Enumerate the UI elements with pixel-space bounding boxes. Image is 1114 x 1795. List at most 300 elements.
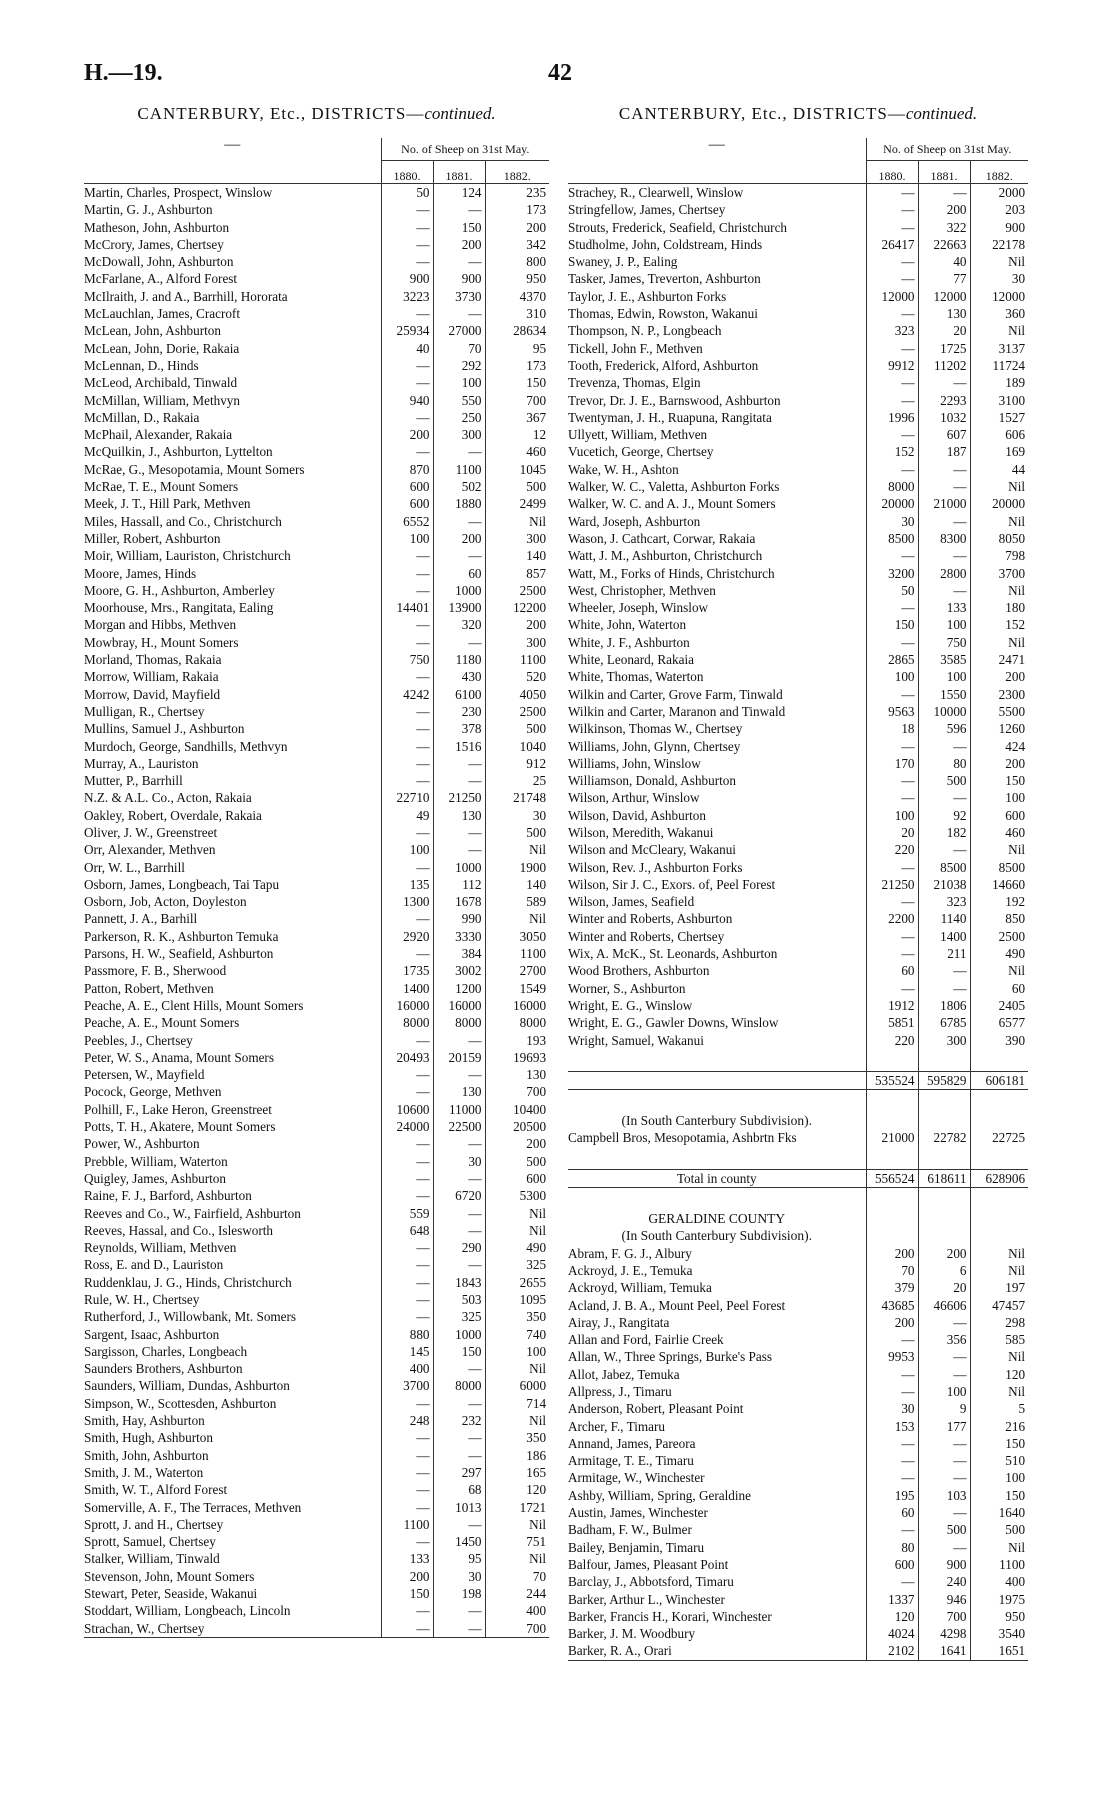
sheep-count: 120 — [970, 1366, 1028, 1383]
sheep-count: 360 — [970, 305, 1028, 322]
sheep-count: 195 — [866, 1487, 918, 1504]
sheep-count: 740 — [485, 1326, 549, 1343]
holder-name: Vucetich, George, Chertsey — [568, 444, 714, 460]
sheep-count: 16000 — [381, 997, 433, 1014]
sheep-count: 135 — [381, 876, 433, 893]
holder-name: Badham, F. W., Bulmer — [568, 1522, 692, 1538]
holder-name: Wright, E. G., Gawler Downs, Winslow — [568, 1015, 779, 1031]
sheep-count: 297 — [433, 1464, 485, 1481]
holder-name: Raine, F. J., Barford, Ashburton — [84, 1188, 252, 1204]
sheep-count: 9912 — [866, 357, 918, 374]
sheep-count: 2500 — [485, 582, 549, 599]
sheep-count: 173 — [485, 357, 549, 374]
sheep-count: — — [866, 340, 918, 357]
holder-name: Sprott, Samuel, Chertsey — [84, 1534, 216, 1550]
holder-name: Osborn, James, Longbeach, Tai Tapu — [84, 876, 280, 892]
sheep-count: — — [381, 357, 433, 374]
sheep-count: — — [866, 599, 918, 616]
table-row — [84, 686, 549, 703]
sheep-count: — — [381, 1239, 433, 1256]
holder-name: Smith, Hugh, Ashburton — [84, 1430, 213, 1446]
table-row — [84, 530, 549, 547]
holder-name: Trevenza, Thomas, Elgin — [568, 375, 701, 391]
sheep-count: 1527 — [970, 409, 1028, 426]
sheep-count: — — [381, 703, 433, 720]
table-row — [568, 980, 1028, 997]
sheep-count: 2920 — [381, 928, 433, 945]
holder-name: McCrory, James, Chertsey — [84, 236, 224, 252]
sheep-count: 10600 — [381, 1101, 433, 1118]
spacer-row — [568, 1188, 1028, 1211]
sheep-count: — — [381, 582, 433, 599]
sheep-count: 900 — [433, 270, 485, 287]
sheep-count: — — [381, 1620, 433, 1638]
table-row — [568, 1245, 1028, 1262]
sheep-count: — — [918, 738, 970, 755]
sheep-count: 607 — [918, 426, 970, 443]
table-row — [568, 1556, 1028, 1573]
sheep-count: 1000 — [433, 582, 485, 599]
sheep-count: 2200 — [866, 910, 918, 927]
table-row — [568, 1279, 1028, 1296]
sheep-count: 28634 — [485, 322, 549, 339]
holder-name: McQuilkin, J., Ashburton, Lyttelton — [84, 444, 273, 460]
sheep-count: 49 — [381, 807, 433, 824]
sheep-count: — — [433, 1516, 485, 1533]
sheep-count: 20 — [918, 1279, 970, 1296]
holder-name: Miller, Robert, Ashburton — [84, 530, 221, 546]
holder-name: Pocock, George, Methven — [84, 1084, 222, 1100]
sheep-count: 310 — [485, 305, 549, 322]
sheep-count: 12000 — [866, 288, 918, 305]
table-row — [84, 582, 549, 599]
holder-name: Allan, W., Three Springs, Burke's Pass — [568, 1349, 772, 1365]
sheep-count: 8050 — [970, 530, 1028, 547]
sheep-count: 8000 — [433, 1014, 485, 1031]
sheep-count: 30 — [970, 270, 1028, 287]
sheep-count: — — [866, 547, 918, 564]
sheep-count: 12 — [485, 426, 549, 443]
table-row — [568, 513, 1028, 530]
holder-name: Barker, R. A., Orari — [568, 1643, 672, 1659]
sheep-count: 1200 — [433, 980, 485, 997]
sheep-count: 200 — [866, 1245, 918, 1262]
sheep-count: 390 — [970, 1032, 1028, 1049]
table-row — [568, 565, 1028, 582]
holder-name: Mutter, P., Barrhill — [84, 773, 183, 789]
sheep-count: — — [381, 1032, 433, 1049]
sheep-count: 384 — [433, 945, 485, 962]
sheep-count: 27000 — [433, 322, 485, 339]
sheep-count: 1549 — [485, 980, 549, 997]
sheep-count: — — [918, 841, 970, 858]
left-year-1880: 1880. — [381, 161, 433, 184]
geraldine-subdivision — [568, 1227, 1028, 1244]
sheep-count: 140 — [485, 547, 549, 564]
sheep-count: 220 — [866, 841, 918, 858]
county-total-row — [568, 1169, 1028, 1187]
sheep-count: 60 — [866, 962, 918, 979]
subtotal-row — [568, 1071, 1028, 1089]
sheep-count: — — [381, 1308, 433, 1325]
holder-name: Reynolds, William, Methven — [84, 1240, 237, 1256]
sheep-count: 500 — [970, 1521, 1028, 1538]
table-row — [568, 461, 1028, 478]
holder-name: Williams, John, Glynn, Chertsey — [568, 738, 741, 754]
sheep-count: 100 — [433, 374, 485, 391]
table-row — [568, 305, 1028, 322]
sheep-count: — — [918, 1366, 970, 1383]
sheep-count: — — [918, 1539, 970, 1556]
table-row — [84, 1118, 549, 1135]
sheep-count: — — [381, 738, 433, 755]
sheep-count: 500 — [485, 478, 549, 495]
sheep-count: 750 — [381, 651, 433, 668]
holder-name: McLean, John, Dorie, Rakaia — [84, 340, 240, 356]
right-col-group-header: No. of Sheep on 31st May. — [866, 138, 1028, 161]
table-row — [568, 1608, 1028, 1625]
holder-name: Patton, Robert, Methven — [84, 980, 214, 996]
sheep-count: 150 — [970, 772, 1028, 789]
sheep-count: 556524 — [866, 1169, 918, 1187]
table-row — [84, 599, 549, 616]
table-row — [84, 807, 549, 824]
sheep-count: 700 — [918, 1608, 970, 1625]
sheep-count: 40 — [918, 253, 970, 270]
table-row — [568, 547, 1028, 564]
sheep-count: 8000 — [433, 1377, 485, 1394]
sheep-count: 30 — [433, 1153, 485, 1170]
sheep-count: 2499 — [485, 495, 549, 512]
table-row — [84, 495, 549, 512]
sheep-count: 70 — [485, 1568, 549, 1585]
sheep-count: 460 — [485, 443, 549, 460]
holder-name: Reeves, Hassal, and Co., Islesworth — [84, 1222, 273, 1238]
sheep-count: 70 — [866, 1262, 918, 1279]
table-row — [84, 1429, 549, 1446]
holder-name: Martin, Charles, Prospect, Winslow — [84, 185, 273, 200]
sheep-count: 68 — [433, 1481, 485, 1498]
holder-name: McDowall, John, Ashburton — [84, 254, 234, 270]
table-row — [84, 841, 549, 858]
sheep-count: 1400 — [918, 928, 970, 945]
holder-name: Orr, W. L., Barrhill — [84, 859, 185, 875]
sheep-count: 2300 — [970, 686, 1028, 703]
sheep-count: Nil — [970, 1539, 1028, 1556]
table-row — [568, 789, 1028, 806]
table-row — [568, 1487, 1028, 1504]
sheep-count: 187 — [918, 443, 970, 460]
sheep-count: 14401 — [381, 599, 433, 616]
sheep-count: 798 — [970, 547, 1028, 564]
sheep-count: 500 — [918, 1521, 970, 1538]
table-row — [84, 1499, 549, 1516]
holder-name: Wason, J. Cathcart, Corwar, Rakaia — [568, 530, 756, 546]
spacer-row — [568, 1049, 1028, 1072]
sheep-count: 232 — [433, 1412, 485, 1429]
sheep-count: 13900 — [433, 599, 485, 616]
sheep-count: 1678 — [433, 893, 485, 910]
sheep-count: 900 — [918, 1556, 970, 1573]
sheep-count: 800 — [485, 253, 549, 270]
geraldine-county-heading — [568, 1210, 1028, 1227]
sheep-count: 120 — [485, 1481, 549, 1498]
sheep-count: 4024 — [866, 1625, 918, 1642]
sheep-count: — — [433, 1360, 485, 1377]
table-row — [84, 1291, 549, 1308]
sheep-count: 1975 — [970, 1591, 1028, 1608]
sheep-count: 1806 — [918, 997, 970, 1014]
sheep-count: 990 — [433, 910, 485, 927]
holder-name: Wilson, Meredith, Wakanui — [568, 824, 714, 840]
south-canterbury-subdivision-text: (In South Canterbury Subdivision). — [621, 1113, 812, 1129]
sheep-count: — — [381, 1083, 433, 1100]
holder-name: Mowbray, H., Mount Somers — [84, 634, 239, 650]
sheep-count: — — [866, 738, 918, 755]
sheep-count: 30 — [866, 1400, 918, 1417]
table-row — [568, 374, 1028, 391]
sheep-count: 550 — [433, 392, 485, 409]
sheep-count: 2471 — [970, 651, 1028, 668]
holder-name: Osborn, Job, Acton, Doyleston — [84, 894, 247, 910]
sheep-count: 700 — [485, 1083, 549, 1100]
sheep-count: 503 — [433, 1291, 485, 1308]
table-row — [84, 1464, 549, 1481]
sheep-count: 3050 — [485, 928, 549, 945]
sheep-count: — — [866, 1331, 918, 1348]
holder-name: Wilson and McCleary, Wakanui — [568, 842, 736, 858]
sheep-count: 1040 — [485, 738, 549, 755]
sheep-count: 300 — [433, 426, 485, 443]
sheep-count: 182 — [918, 824, 970, 841]
sheep-count: — — [866, 686, 918, 703]
sheep-count: 20500 — [485, 1118, 549, 1135]
sheep-count: 248 — [381, 1412, 433, 1429]
holder-name: Barker, Francis H., Korari, Winchester — [568, 1608, 772, 1624]
sheep-count: 193 — [485, 1032, 549, 1049]
sheep-count: 145 — [381, 1343, 433, 1360]
sheep-count: 600 — [866, 1556, 918, 1573]
left-panel — [84, 104, 549, 1638]
sheep-count: 1100 — [433, 461, 485, 478]
sheep-count: 6 — [918, 1262, 970, 1279]
sheep-count: 1000 — [433, 1326, 485, 1343]
sheep-count: 80 — [918, 755, 970, 772]
table-row — [568, 443, 1028, 460]
holder-name: Watt, M., Forks of Hinds, Christchurch — [568, 565, 775, 581]
holder-name: Morrow, David, Mayfield — [84, 686, 221, 702]
holder-name: Polhill, F., Lake Heron, Greenstreet — [84, 1101, 272, 1117]
table-row — [568, 1129, 1028, 1146]
sheep-count: Nil — [485, 1550, 549, 1567]
holder-name: Bailey, Benjamin, Timaru — [568, 1539, 705, 1555]
sheep-count: 5851 — [866, 1014, 918, 1031]
sheep-count: 325 — [433, 1308, 485, 1325]
sheep-count: — — [381, 219, 433, 236]
holder-name: Wright, E. G., Winslow — [568, 997, 693, 1013]
sheep-count: 152 — [970, 616, 1028, 633]
sheep-count: 1100 — [381, 1516, 433, 1533]
table-row — [568, 530, 1028, 547]
sheep-count: 100 — [381, 841, 433, 858]
sheep-count: 235 — [485, 184, 549, 202]
sheep-count: 20159 — [433, 1049, 485, 1066]
sheep-count: 1912 — [866, 997, 918, 1014]
sheep-count: — — [381, 1429, 433, 1446]
sheep-count: — — [433, 824, 485, 841]
sheep-count: 173 — [485, 201, 549, 218]
sheep-count: — — [866, 893, 918, 910]
holder-name: Barker, Arthur L., Winchester — [568, 1591, 725, 1607]
sheep-count: — — [433, 1222, 485, 1239]
sheep-count: 1013 — [433, 1499, 485, 1516]
table-row — [568, 1418, 1028, 1435]
sheep-count: 502 — [433, 478, 485, 495]
sheep-count: 165 — [485, 1464, 549, 1481]
table-row — [84, 461, 549, 478]
sheep-count: 21000 — [918, 495, 970, 512]
table-row — [568, 236, 1028, 253]
table-row — [84, 1412, 549, 1429]
table-row — [84, 409, 549, 426]
sheep-count: 600 — [381, 495, 433, 512]
holder-name: Stevenson, John, Mount Somers — [84, 1568, 255, 1584]
sheep-count: 5500 — [970, 703, 1028, 720]
sheep-count: 216 — [970, 1418, 1028, 1435]
sheep-count: — — [866, 184, 918, 202]
holder-name: McLean, John, Ashburton — [84, 323, 221, 339]
holder-name: Rutherford, J., Willowbank, Mt. Somers — [84, 1309, 297, 1325]
sheep-count: 95 — [433, 1550, 485, 1567]
holder-name: Simpson, W., Scottesden, Ashburton — [84, 1395, 277, 1411]
sheep-count: — — [866, 201, 918, 218]
sheep-count: 150 — [866, 616, 918, 633]
table-row — [84, 1153, 549, 1170]
sheep-count: 3100 — [970, 392, 1028, 409]
sheep-count: — — [433, 1620, 485, 1638]
sheep-count: 6000 — [485, 1377, 549, 1394]
sheep-count: 180 — [970, 599, 1028, 616]
sheep-count: 3540 — [970, 1625, 1028, 1642]
sheep-count: 900 — [970, 219, 1028, 236]
table-row — [84, 1101, 549, 1118]
holder-name: Petersen, W., Mayfield — [84, 1067, 205, 1083]
sheep-count: 22500 — [433, 1118, 485, 1135]
sheep-count: 4370 — [485, 288, 549, 305]
holder-name: Armitage, T. E., Timaru — [568, 1453, 694, 1469]
sheep-count: 600 — [381, 478, 433, 495]
table-row — [568, 859, 1028, 876]
sheep-count: 22178 — [970, 236, 1028, 253]
county-total-row-label: Total in county — [568, 1169, 866, 1187]
table-row — [84, 288, 549, 305]
sheep-count: Nil — [970, 1262, 1028, 1279]
sheep-count: 8000 — [381, 1014, 433, 1031]
sheep-count: 100 — [866, 807, 918, 824]
table-row — [84, 720, 549, 737]
sheep-count: 200 — [433, 236, 485, 253]
holder-name: Ashby, William, Spring, Geraldine — [568, 1487, 751, 1503]
table-row — [84, 668, 549, 685]
holder-name: Williamson, Donald, Ashburton — [568, 773, 736, 789]
sheep-count: 600 — [970, 807, 1028, 824]
holder-name: Stoddart, William, Longbeach, Lincoln — [84, 1603, 291, 1619]
table-row — [84, 270, 549, 287]
sheep-count: 150 — [970, 1435, 1028, 1452]
sheep-count: 628906 — [970, 1169, 1028, 1187]
holder-name: McIlraith, J. and A., Barrhill, Hororata — [84, 288, 288, 304]
sheep-count: 3330 — [433, 928, 485, 945]
sheep-count: 589 — [485, 893, 549, 910]
sheep-count: 21038 — [918, 876, 970, 893]
holder-name: Saunders Brothers, Ashburton — [84, 1361, 243, 1377]
holder-name: White, Leonard, Rakaia — [568, 652, 694, 668]
sheep-count: 325 — [485, 1256, 549, 1273]
holder-name: Austin, James, Winchester — [568, 1505, 708, 1521]
table-row — [84, 236, 549, 253]
sheep-count: 150 — [970, 1487, 1028, 1504]
holder-name: Moore, G. H., Ashburton, Amberley — [84, 582, 275, 598]
report-reference: H.—19. — [84, 60, 163, 86]
table-row — [568, 1469, 1028, 1486]
table-row — [84, 1083, 549, 1100]
table-row — [568, 1383, 1028, 1400]
sheep-count: 112 — [433, 876, 485, 893]
holder-name: Taylor, J. E., Ashburton Forks — [568, 288, 727, 304]
sheep-count: — — [918, 478, 970, 495]
sheep-count: Nil — [970, 513, 1028, 530]
holder-name: McLennan, D., Hinds — [84, 357, 199, 373]
holder-name: Allot, Jabez, Temuka — [568, 1366, 680, 1382]
sheep-count: 25 — [485, 772, 549, 789]
sheep-count: 40 — [381, 340, 433, 357]
sheep-count: 100 — [918, 668, 970, 685]
table-row — [568, 288, 1028, 305]
holder-name: Thomas, Edwin, Rowston, Wakanui — [568, 306, 758, 322]
table-row — [84, 1308, 549, 1325]
left-title: CANTERBURY, Etc., DISTRICTS—continued. — [137, 104, 496, 123]
sheep-count: 95 — [485, 340, 549, 357]
sheep-count: 77 — [918, 270, 970, 287]
sheep-count: 1045 — [485, 461, 549, 478]
holder-name: Airay, J., Rangitata — [568, 1314, 670, 1330]
sheep-count: 3223 — [381, 288, 433, 305]
sheep-count: — — [381, 772, 433, 789]
holder-name: Twentyman, J. H., Ruapuna, Rangitata — [568, 409, 772, 425]
table-row — [84, 1360, 549, 1377]
sheep-count: 170 — [866, 755, 918, 772]
sheep-count: 500 — [485, 720, 549, 737]
table-row — [568, 668, 1028, 685]
table-row — [84, 962, 549, 979]
sheep-count: 11724 — [970, 357, 1028, 374]
holder-name: Strouts, Frederick, Seafield, Christchurch — [568, 219, 788, 235]
sheep-count: — — [433, 305, 485, 322]
sheep-count: 220 — [866, 1032, 918, 1049]
holder-name: McRae, T. E., Mount Somers — [84, 479, 239, 495]
sheep-count: — — [918, 461, 970, 478]
sheep-count: 900 — [381, 270, 433, 287]
holder-name: Tasker, James, Treverton, Ashburton — [568, 271, 761, 287]
table-row — [84, 1377, 549, 1394]
holder-name: Barclay, J., Abbotsford, Timaru — [568, 1574, 734, 1590]
sheep-count: — — [866, 945, 918, 962]
sheep-count: — — [381, 1291, 433, 1308]
holder-name: Murray, A., Lauriston — [84, 755, 199, 771]
sheep-count: 8000 — [485, 1014, 549, 1031]
sheep-count: 1300 — [381, 893, 433, 910]
sheep-count: 100 — [485, 1343, 549, 1360]
